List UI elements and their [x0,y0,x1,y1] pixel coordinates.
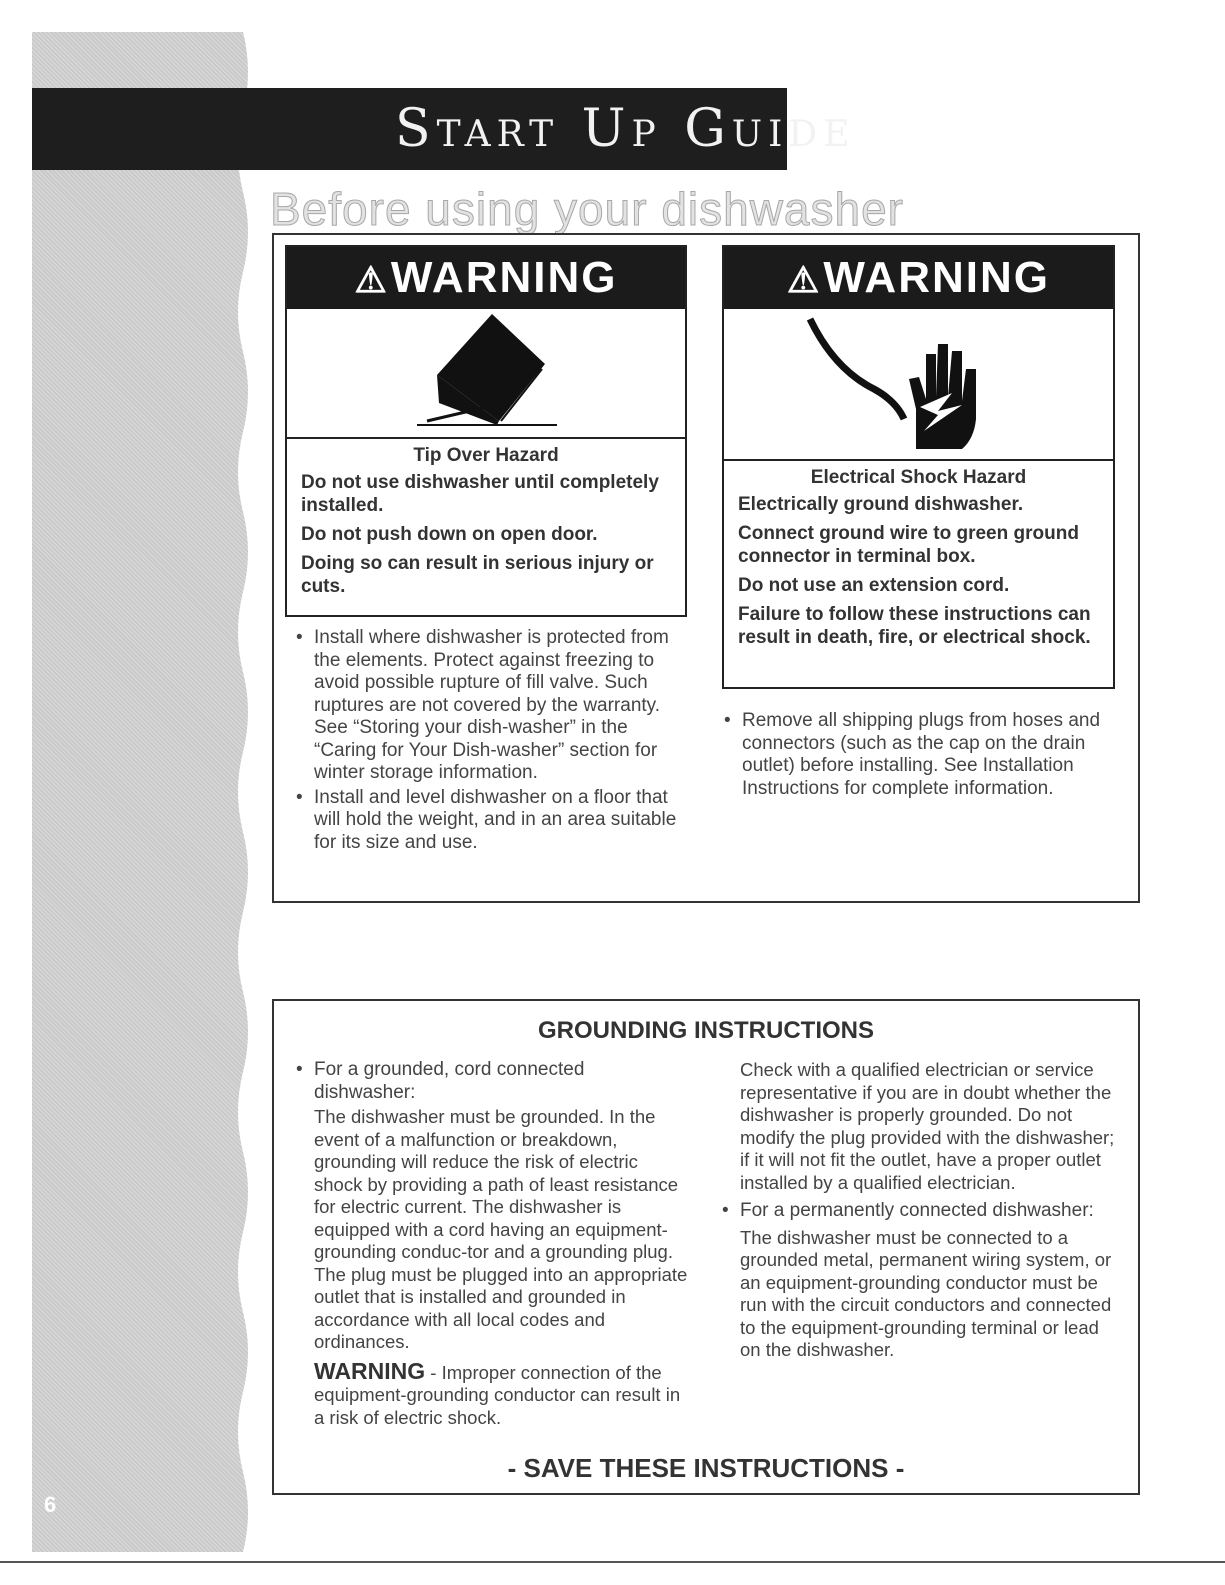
tip-over-warning-box [285,245,687,617]
warning-text: - Improper connection of the equipment-grounding conductor can result in a risk of electric shock. [314,1361,681,1428]
bottom-rule [0,1561,1225,1563]
warning-triangle-icon: ⚠ [354,259,389,300]
page-subtitle: Before using your dishwasher [270,183,904,235]
electrical-shock-warning-box [722,245,1115,689]
decorative-sidebar [32,32,257,1552]
page-title: Start Up Guide [395,99,856,159]
grounding-right-column [722,1059,1122,1368]
hazard-title: Tip Over Hazard [413,445,559,466]
warning-line: Doing so can result in serious injury or cuts. [301,553,654,597]
list-item: • Install and level dishwasher on a floor that will hold the weight, and in an area suitable for its size and use. [296,787,681,855]
installation-bullets-right [724,710,1104,802]
hazard-title: Electrical Shock Hazard [810,467,1027,488]
page-number: 6 [44,1492,57,1517]
warning-line: Connect ground wire to green ground connector in terminal box. [738,523,1079,567]
warning-header: ⚠WARNING [724,247,1113,309]
grounding-title: GROUNDING INSTRUCTIONS [538,1017,874,1044]
grounding-paragraph: The dishwasher must be connected to a grounded metal, permanent wiring system, or an equipment-grounding conductor must be run with the circuit conductors and connected to the equipment-grounding terminal or lead on the dishwasher. [740,1226,1112,1360]
grounding-paragraph: Check with a qualified electrician or service representative if you are in doubt whether the dishwasher is properly grounded. Do not modify the plug provided with the dishwasher; if it will not fit the outlet, have a proper outlet installed by a qualified electrician. [740,1059,1115,1193]
grounding-left-column [296,1059,688,1435]
electrical-shock-hazard-icon [724,309,1113,459]
warning-header: ⚠WARNING [287,247,685,309]
warning-label: WARNING [314,1357,426,1384]
grounding-warning [296,1357,688,1430]
warning-line: Failure to follow these instructions can result in death, fire, or electrical shock. [738,604,1091,648]
list-item: • For a grounded, cord connected dishwasher: [296,1059,688,1104]
tip-over-icon-area [287,309,685,439]
warning-line: Electrically ground dishwasher. [738,494,1024,515]
wavy-edge-decoration [235,32,259,1552]
warning-line: Do not use an extension cord. [738,575,1010,596]
save-instructions-line: - SAVE THESE INSTRUCTIONS - [507,1453,905,1483]
list-item: • Install where dishwasher is protected from the elements. Protect against freezing to avoid possible rupture of fill valve. Such ruptures are not covered by the warranty. See “Storing your dish-washer” in the “Caring for Your Dish-washer” section for winter storage information. [296,627,681,785]
tip-over-hazard-icon [287,309,685,437]
grounding-paragraph: The dishwasher must be grounded. In the event of a malfunction or breakdown, grounding will reduce the risk of electric shock by providing a path of least resistance for electric current. The dishwasher is equipped with a cord having an equipment-grounding conduc-tor and a grounding plug. The plug must be plugged into an appropriate outlet that is installed and grounded in accordance with all local codes and ordinances. [314,1106,688,1352]
list-item: • Remove all shipping plugs from hoses and connectors (such as the cap on the drain outlet) before installing. See Installation Instructions for complete information. [724,710,1104,800]
installation-bullets-left [296,627,681,856]
grounding-instructions-box [272,999,1140,1495]
warning-line: Do not use dishwasher until completely installed. [301,472,659,516]
electrical-shock-icon-area [724,309,1113,461]
list-item: • For a permanently connected dishwasher: [722,1200,1122,1223]
warning-triangle-icon: ⚠ [787,259,822,300]
warning-line: Do not push down on open door. [301,524,598,545]
